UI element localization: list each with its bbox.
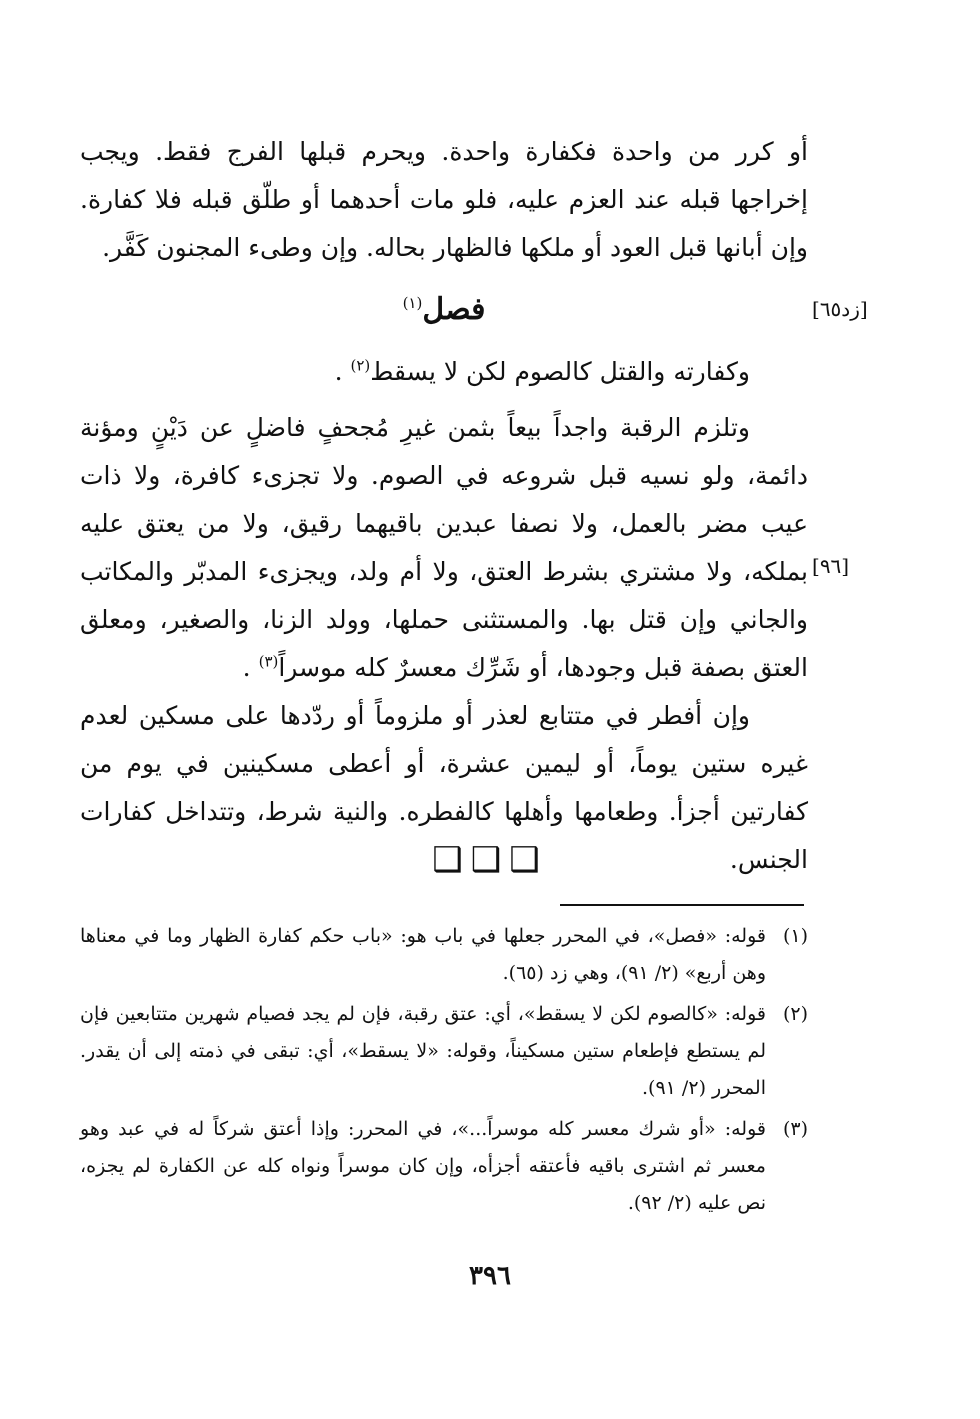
- paragraph-1: [80, 128, 808, 272]
- margin-note-page-96: [٩٦]: [812, 554, 850, 578]
- footnote-item: [80, 996, 808, 1107]
- paragraph-2-body: وكفارته والقتل كالصوم لكن لا يسقط: [370, 357, 750, 386]
- footnotes: [80, 918, 808, 1226]
- footnote-ref-2: (٢): [350, 356, 371, 375]
- footnote-text: قوله: «كالصوم لكن لا يسقط»، أي: عتق رقبة، فإن لم يجد فصيام شهرين متتابعين فإن لم يستطع فإطعام ستين مسكيناً، وقوله: «لا يسقط»، أي: تبقى في ذمته إلى أن يقدر. المحرر (٢/ ٩١).: [80, 1003, 766, 1099]
- page-number: ٣٩٦: [469, 1261, 511, 1291]
- footnote-number: (٣): [782, 1118, 808, 1140]
- footnote-item: [80, 918, 808, 992]
- footnote-item: [80, 1111, 808, 1222]
- paragraph-3-end: .: [242, 653, 251, 682]
- paragraph-4-text: وإن أفطر في متتابع لعذر أو ملزوماً أو ردّدها على مسكين لعدم غيره ستين يوماً، أو ليمين عشرة، أو أعطى مسكينين في يوم من كفارتين أجزأ. وطعامها وأهلها كالفطره. والنية شرط، وتتداخل كفارات الجنس.: [80, 701, 808, 874]
- paragraph-3-body: وتلزم الرقبة واجداً بيعاً بثمن غيرِ مُجحفٍ فاضلٍ عن دَيْنٍ ومؤنة دائمة، ولو نسيه قبل شروعه في الصوم. ولا تجزىء كافرة، ولا ذات عيب مضر بالعمل، ولا نصفا عبدين باقيهما رقيق، ولا من يعتق عليه بملكه، ولا مشتري بشرط العتق، ولا أم ولد، ويجزىء المدبّر والمكاتب والجاني وإن قتل بها. والمستثنى حملها، وولد الزنا، والصغير، ومعلق العتق بصفة قبل وجودها، أو شَرِّك معسرٌ كله موسراً: [80, 413, 808, 682]
- footnote-ref-3: (٣): [258, 652, 279, 671]
- section-end-ornament: ❑❑❑: [432, 840, 548, 880]
- paragraph-2-text: [80, 348, 808, 396]
- paragraph-3: [80, 404, 808, 692]
- paragraph-2: [80, 348, 808, 396]
- footnote-text: قوله: «فصل»، في المحرر جعلها في باب هو: «باب حكم كفارة الظهار وما في معناها وهن أربع» (٢/ ٩١)، وهي زد (٦٥).: [80, 925, 766, 984]
- footnote-number: (٢): [782, 1003, 808, 1025]
- section-heading-text: فصل: [422, 292, 486, 327]
- paragraph-1-text: أو كرر من واحدة فكفارة واحدة. ويحرم قبلها الفرج فقط. ويجب إخراجها قبله عند العزم عليه، فلو مات أحدهما أو طلّق قبله فلا كفارة. وإن أبانها قبل العود أو ملكها فالظهار بحاله. وإن وطىء المجنون كَفَّر.: [80, 137, 808, 262]
- footnote-separator: [560, 904, 804, 906]
- footnote-number: (١): [782, 925, 808, 947]
- footnote-ref-1: (١): [402, 294, 423, 312]
- section-heading: [80, 288, 808, 332]
- paragraph-2-end: .: [334, 357, 343, 386]
- margin-note-zad: [زد٦٥]: [812, 297, 868, 321]
- footnote-text: قوله: «أو شرك معسر كله موسراً...»، في المحرر: وإذا أعتق شركاً له في عبد وهو معسر ثم اشترى باقيه فأعتقه أجزأه، وإن كان موسراً ونواه كله عن الكفارة لم يجزه، نص عليه (٢/ ٩٢).: [80, 1118, 766, 1214]
- paragraph-3-text: [80, 404, 808, 692]
